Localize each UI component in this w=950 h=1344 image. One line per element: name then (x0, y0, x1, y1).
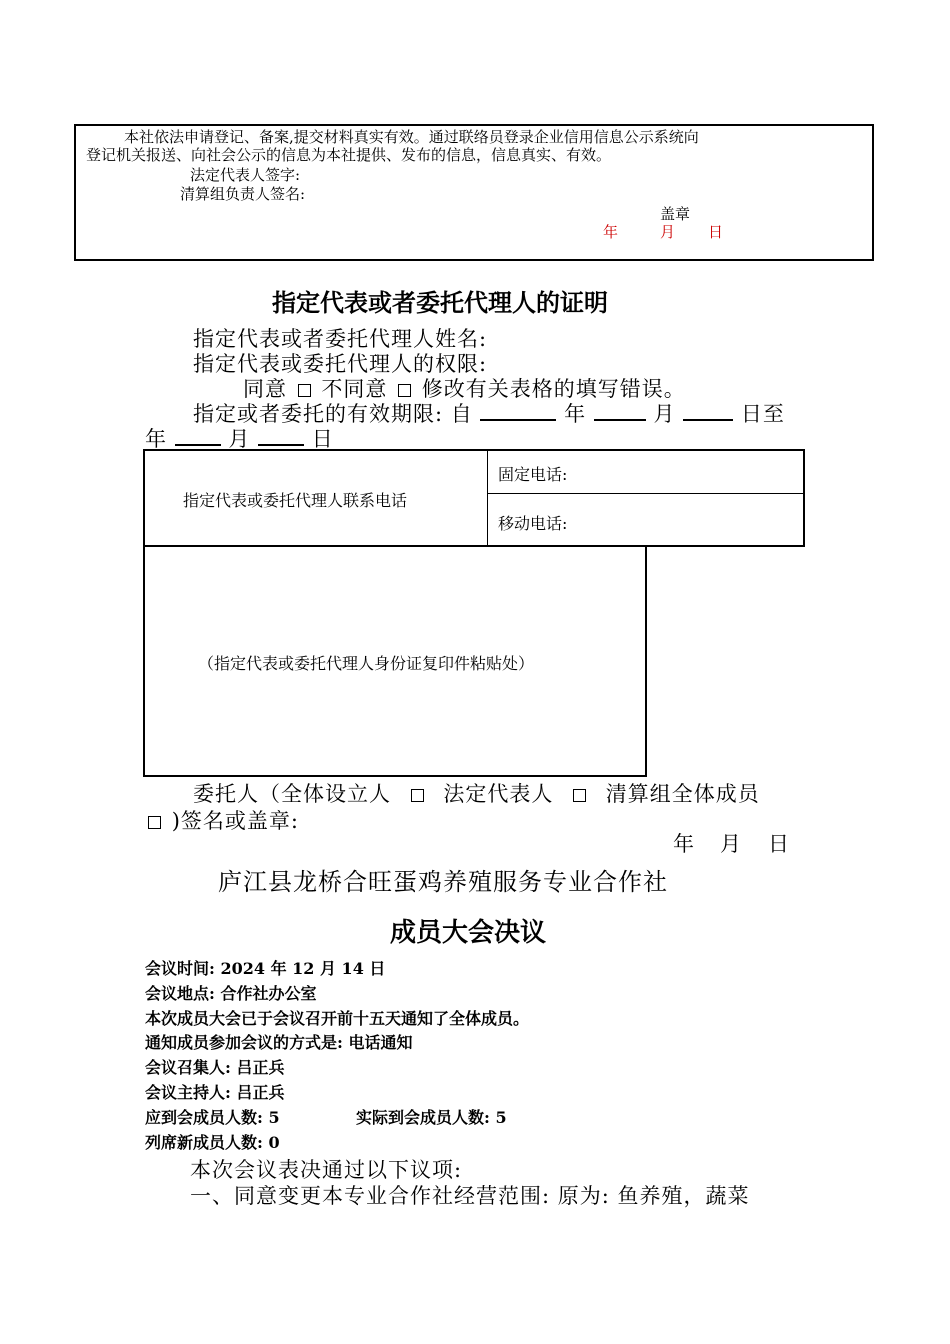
agree-label: 同意 (243, 377, 287, 401)
principal-legal-label: 法定代表人 (443, 782, 554, 806)
resolution-title: 成员大会决议 (390, 918, 547, 948)
declaration-line-1: 本社依法申请登记、备案,提交材料真实有效。通过联络员登录企业信用信息公示系统向 (124, 128, 699, 146)
principal-line-2 (145, 805, 299, 835)
id-paste-hint: （指定代表或委托代理人身份证复印件粘贴处） (198, 654, 535, 673)
liquidation-members-checkbox[interactable] (148, 816, 161, 829)
expected-members: 应到会成员人数: 5 (145, 1108, 280, 1127)
resolution-item-1: 一、同意变更本专业合作社经营范围: 原为: 鱼养殖，蔬菜 (190, 1184, 750, 1208)
notice-method: 通知成员参加会议的方式是: 电话通知 (145, 1033, 413, 1052)
fixed-phone-label: 固定电话: (498, 465, 568, 484)
new-members: 列席新成员人数: 0 (145, 1133, 280, 1152)
contact-table-row-divider (487, 493, 805, 494)
declaration-date-year: 年 (603, 223, 619, 241)
start-day-field[interactable] (683, 399, 733, 421)
principal-date-year: 年 (673, 832, 695, 856)
resolution-intro: 本次会议表决通过以下议项: (190, 1158, 463, 1182)
seal-label: 盖章 (660, 205, 691, 223)
meeting-notice: 本次成员大会已于会议召开前十五天通知了全体成员。 (145, 1009, 530, 1028)
legal-rep-sign-label: 法定代表人签字: (190, 166, 301, 184)
agent-name-label: 指定代表或者委托代理人姓名: (193, 327, 488, 351)
contact-table-divider (487, 449, 488, 547)
disagree-label: 不同意 (321, 377, 388, 401)
principal-date-day: 日 (768, 832, 790, 856)
principal-line (193, 778, 760, 808)
meeting-place: 会议地点: 合作社办公室 (145, 984, 317, 1003)
principal-suffix: )签名或盖章: (171, 809, 299, 833)
authority-text: 修改有关表格的填写错误。 (421, 377, 686, 401)
end-month-label: 月 (228, 427, 251, 451)
end-day-label: 日 (311, 427, 334, 451)
meeting-time: 会议时间: 2024 年 12 月 14 日 (145, 959, 386, 978)
cooperative-name: 庐江县龙桥合旺蛋鸡养殖服务专业合作社 (218, 868, 668, 896)
end-day-field[interactable] (258, 424, 304, 446)
all-founders-checkbox[interactable] (411, 789, 424, 802)
mobile-phone-label: 移动电话: (498, 514, 568, 533)
agree-checkbox[interactable] (298, 384, 311, 397)
proof-title: 指定代表或者委托代理人的证明 (272, 288, 608, 317)
start-year-field[interactable] (480, 399, 556, 421)
start-month-field[interactable] (594, 399, 646, 421)
validity-month-label: 月 (653, 402, 676, 426)
contact-phone-label: 指定代表或委托代理人联系电话 (183, 491, 408, 510)
meeting-convener: 会议召集人: 吕正兵 (145, 1058, 285, 1077)
end-month-field[interactable] (175, 424, 221, 446)
actual-members: 实际到会成员人数: 5 (356, 1108, 507, 1127)
principal-liq-label: 清算组全体成员 (605, 782, 760, 806)
end-year-label: 年 (145, 427, 167, 451)
validity-year-label: 年 (564, 402, 587, 426)
disagree-checkbox[interactable] (398, 384, 411, 397)
liquidation-sign-label: 清算组负责人签名: (180, 185, 306, 203)
principal-date-month: 月 (720, 832, 742, 856)
declaration-line-2: 登记机关报送、向社会公示的信息为本社提供、发布的信息，信息真实、有效。 (86, 146, 612, 164)
meeting-host: 会议主持人: 吕正兵 (145, 1083, 285, 1102)
legal-rep-checkbox[interactable] (573, 789, 586, 802)
principal-prefix: 委托人（全体设立人 (193, 782, 391, 806)
declaration-date-month: 月 (660, 223, 676, 241)
validity-day-to-label: 日至 (740, 402, 785, 426)
validity-label: 指定或者委托的有效期限: 自 (193, 402, 473, 426)
declaration-date-day: 日 (708, 223, 724, 241)
agent-authority-label: 指定代表或委托代理人的权限: (193, 352, 488, 376)
